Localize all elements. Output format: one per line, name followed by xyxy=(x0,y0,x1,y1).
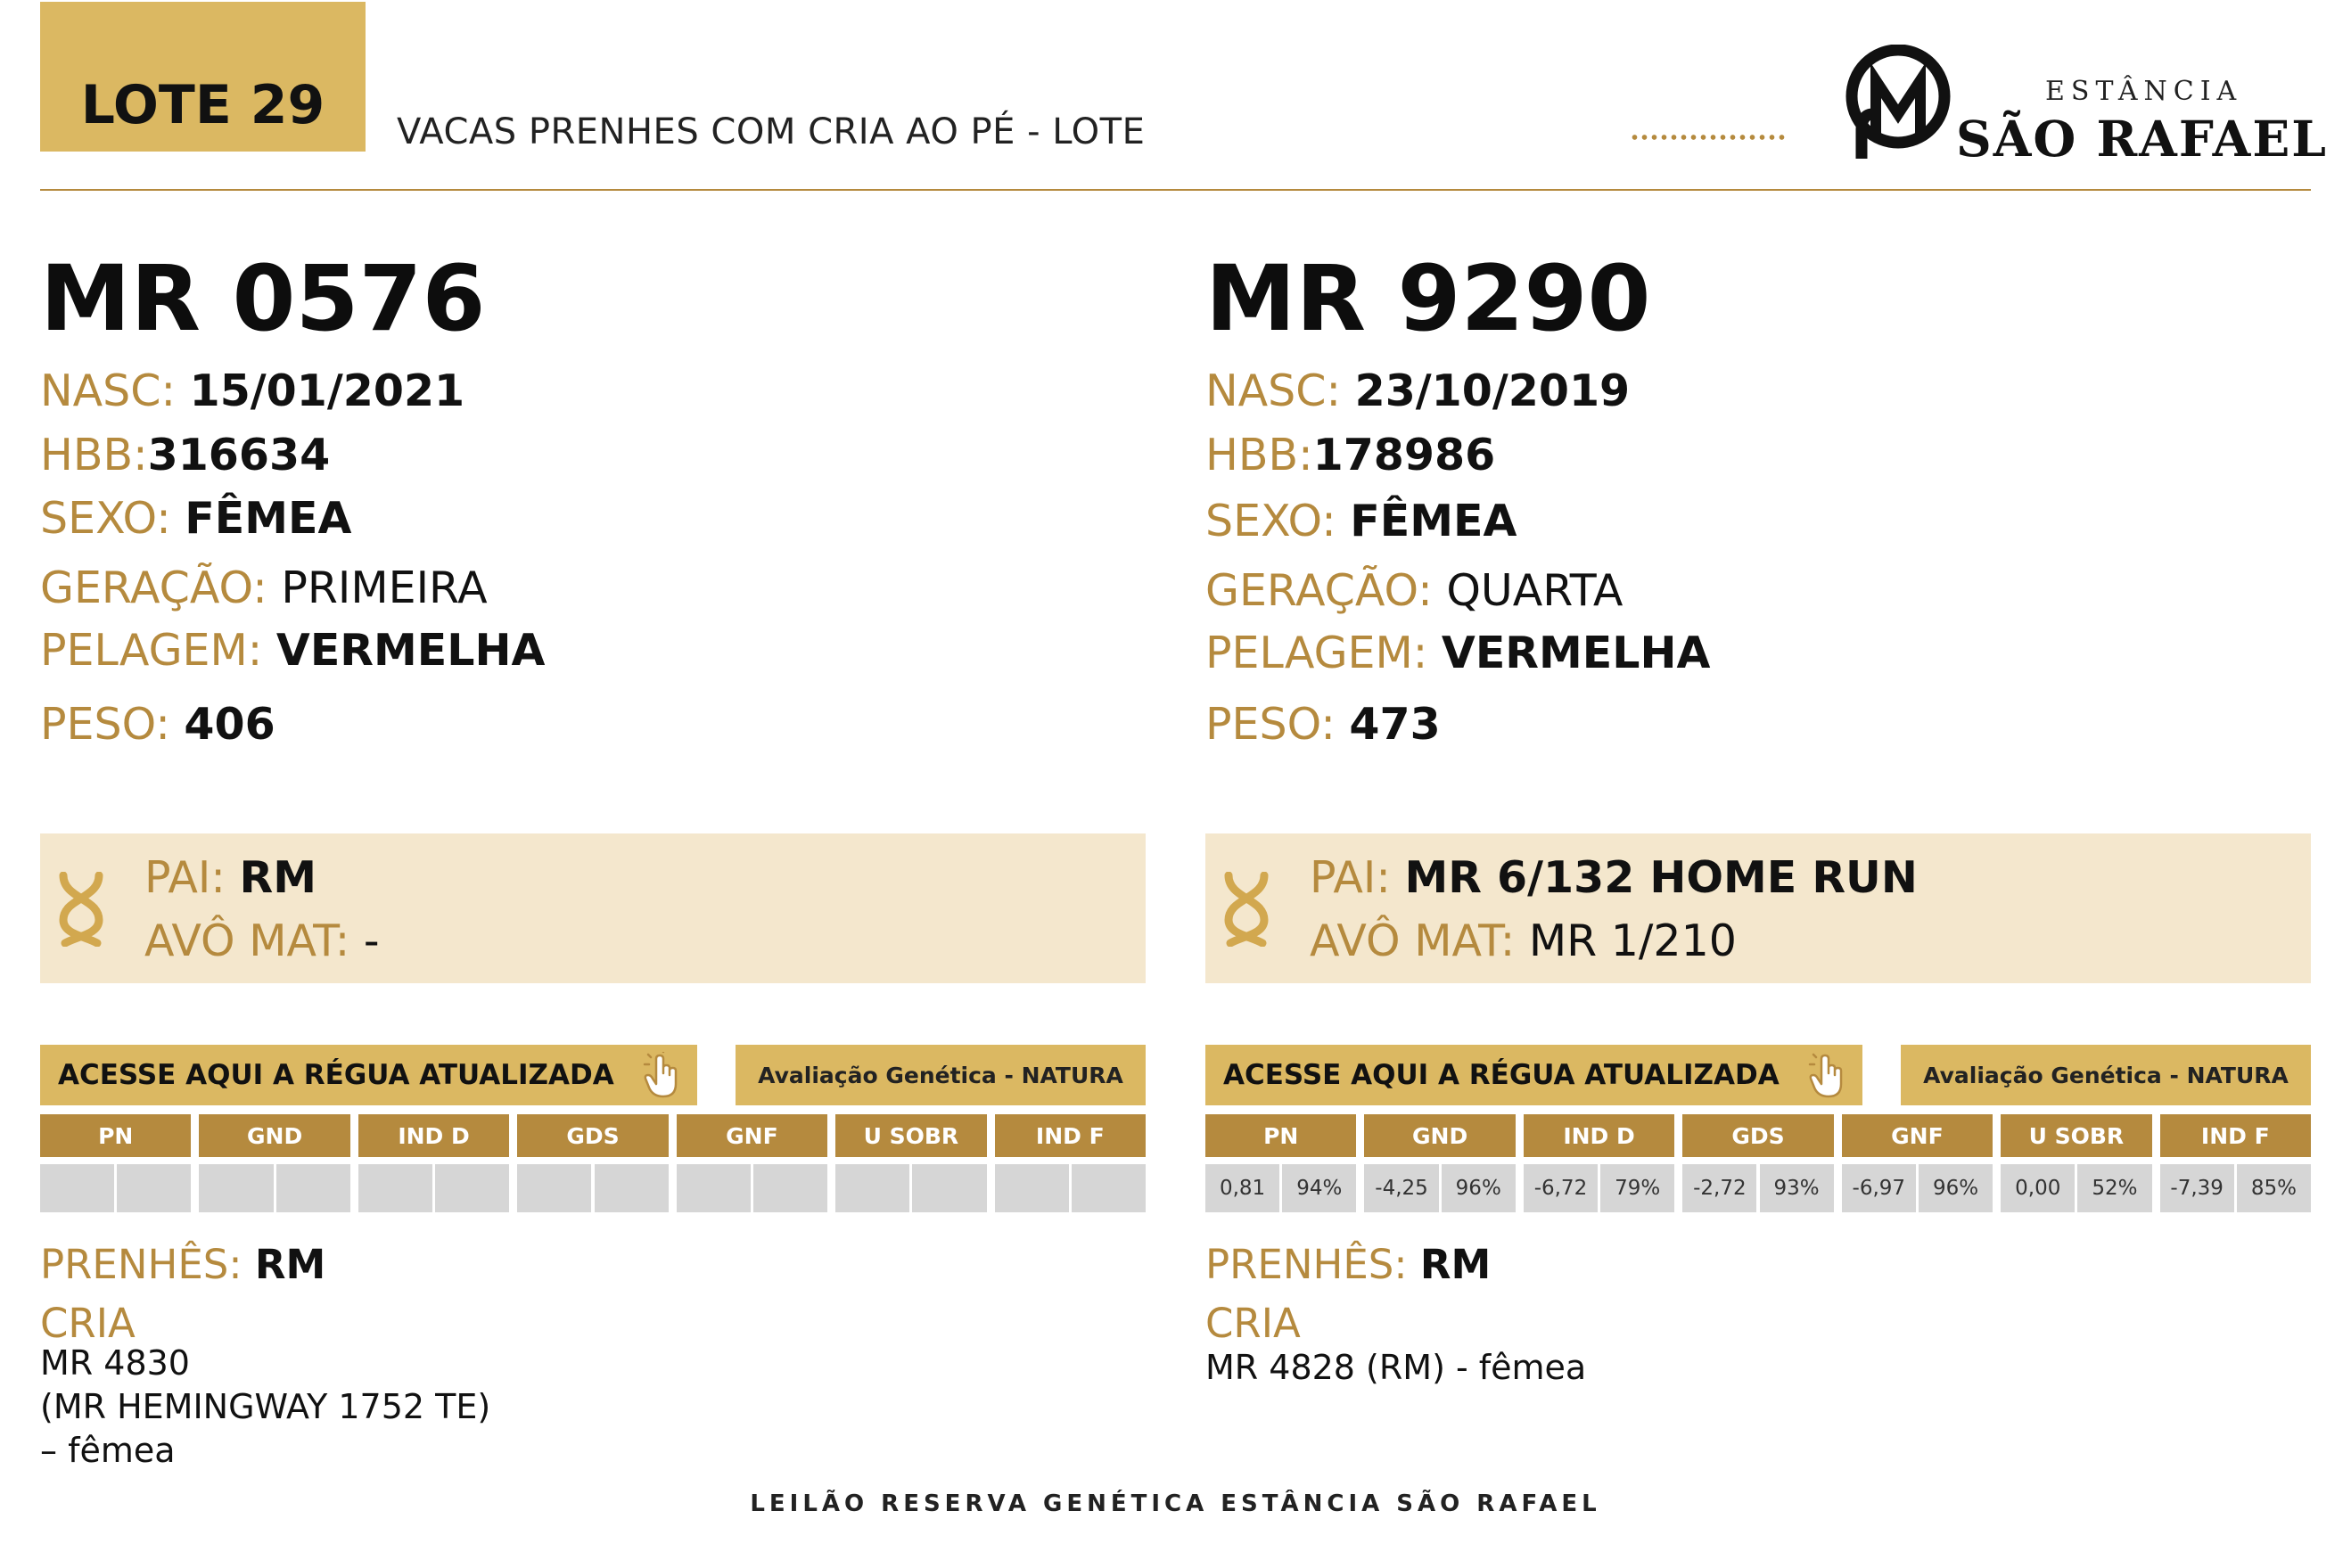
genetics-header-cell: IND F xyxy=(995,1114,1146,1157)
animal-2-regua-button[interactable] xyxy=(1205,1045,1862,1105)
animal-1-genetics-values xyxy=(40,1164,1146,1212)
genetics-accuracy-cell: 85% xyxy=(2237,1164,2311,1212)
animal-2-avo-mat: AVÔ MAT: MR 1/210 xyxy=(1310,915,1737,966)
animal-2-geracao: GERAÇÃO: QUARTA xyxy=(1205,565,1624,616)
genetics-value-cell xyxy=(199,1164,273,1212)
genetics-value-cell: 0,81 xyxy=(1205,1164,1279,1212)
animal-1-cria-text: MR 4830 (MR HEMINGWAY 1752 TE) – fêmea xyxy=(40,1343,491,1470)
genetics-value-cell xyxy=(995,1164,1069,1212)
animal-2-genetics-header xyxy=(1205,1114,2311,1157)
animal-1-avo-mat: AVÔ MAT: - xyxy=(144,915,380,966)
genetics-value-cell: -7,39 xyxy=(2160,1164,2234,1212)
animal-2-pedigree-panel xyxy=(1205,833,2311,983)
animal-2-sexo: SEXO: FÊMEA xyxy=(1205,496,1517,546)
animal-1-sexo: SEXO: FÊMEA xyxy=(40,493,352,544)
genetics-value-cell: -6,72 xyxy=(1524,1164,1598,1212)
genetics-accuracy-cell xyxy=(117,1164,191,1212)
animal-1-id: MR 0576 xyxy=(40,246,486,352)
animal-1-pedigree-panel xyxy=(40,833,1146,983)
genetics-value-cell: -2,72 xyxy=(1682,1164,1756,1212)
genetics-value-cell xyxy=(40,1164,114,1212)
animal-2-cria-label: CRIA xyxy=(1205,1300,1301,1347)
animal-1-pai: PAI: RM xyxy=(144,852,316,903)
genetics-value-cell: -4,25 xyxy=(1364,1164,1438,1212)
pointer-hand-icon xyxy=(1807,1052,1846,1100)
animal-1-geracao: GERAÇÃO: PRIMEIRA xyxy=(40,562,488,613)
genetics-accuracy-cell xyxy=(435,1164,509,1212)
animal-1-cria-label: CRIA xyxy=(40,1300,136,1347)
genetics-accuracy-cell: 93% xyxy=(1760,1164,1834,1212)
animal-1-nasc: NASC: 15/01/2021 xyxy=(40,365,465,416)
genetics-accuracy-cell: 96% xyxy=(1442,1164,1516,1212)
animal-1-pelagem: PELAGEM: VERMELHA xyxy=(40,625,546,676)
genetics-accuracy-cell: 96% xyxy=(1919,1164,1993,1212)
genetics-accuracy-cell xyxy=(912,1164,986,1212)
genetics-header-cell: GNF xyxy=(677,1114,827,1157)
animal-2-id: MR 9290 xyxy=(1205,246,1651,352)
genetics-value-cell xyxy=(677,1164,751,1212)
animal-1-prenhes: PRENHÊS: RM xyxy=(40,1241,326,1288)
genetics-header-cell: GND xyxy=(199,1114,349,1157)
animal-1-peso: PESO: 406 xyxy=(40,699,275,750)
animal-2-hbb: HBB:178986 xyxy=(1205,430,1496,480)
genetics-header-cell: U SOBR xyxy=(2001,1114,2151,1157)
animal-2-cria-text: MR 4828 (RM) - fêmea xyxy=(1205,1348,1587,1387)
animal-2-prenhes: PRENHÊS: RM xyxy=(1205,1241,1492,1288)
animal-2-peso: PESO: 473 xyxy=(1205,699,1441,750)
genetics-accuracy-cell: 52% xyxy=(2077,1164,2151,1212)
genetics-header-cell: U SOBR xyxy=(835,1114,986,1157)
regua-label: ACESSE AQUI A RÉGUA ATUALIZADA xyxy=(58,1059,614,1091)
regua-label: ACESSE AQUI A RÉGUA ATUALIZADA xyxy=(1223,1059,1780,1091)
footer-event-name: LEILÃO RESERVA GENÉTICA ESTÂNCIA SÃO RAFAEL xyxy=(750,1490,1601,1517)
animal-2-pai: PAI: MR 6/132 HOME RUN xyxy=(1310,852,1918,903)
dna-icon xyxy=(1223,872,1270,947)
genetics-header-cell: GDS xyxy=(517,1114,668,1157)
genetics-accuracy-cell xyxy=(753,1164,827,1212)
genetics-header-cell: PN xyxy=(1205,1114,1356,1157)
animal-1-genetics-header xyxy=(40,1114,1146,1157)
genetics-header-cell: IND D xyxy=(358,1114,509,1157)
lote-subtitle: VACAS PRENHES COM CRIA AO PÉ - LOTE xyxy=(397,111,1146,152)
logo-estancia: ESTÂNCIA xyxy=(2045,76,2243,107)
dotted-separator xyxy=(1630,135,1787,140)
logo-mark-icon xyxy=(1844,45,1952,169)
genetics-accuracy-cell: 94% xyxy=(1282,1164,1356,1212)
genetics-header-cell: GND xyxy=(1364,1114,1515,1157)
animal-2-genetics-values xyxy=(1205,1164,2311,1212)
animal-2-nasc: NASC: 23/10/2019 xyxy=(1205,365,1631,416)
lote-number: LOTE 29 xyxy=(80,74,325,136)
genetics-header-cell: GNF xyxy=(1842,1114,1993,1157)
header-divider xyxy=(40,189,2311,191)
genetics-accuracy-cell xyxy=(1072,1164,1146,1212)
genetics-header-cell: PN xyxy=(40,1114,191,1157)
animal-1-avaliacao-label: Avaliação Genética - NATURA xyxy=(736,1045,1146,1105)
genetics-header-cell: GDS xyxy=(1682,1114,1833,1157)
dna-icon xyxy=(58,872,104,947)
animal-1-hbb: HBB:316634 xyxy=(40,430,331,480)
genetics-value-cell xyxy=(358,1164,432,1212)
genetics-value-cell: 0,00 xyxy=(2001,1164,2075,1212)
genetics-value-cell xyxy=(835,1164,909,1212)
animal-2-avaliacao-label: Avaliação Genética - NATURA xyxy=(1901,1045,2311,1105)
genetics-accuracy-cell xyxy=(276,1164,350,1212)
genetics-accuracy-cell xyxy=(595,1164,669,1212)
animal-1-regua-button[interactable] xyxy=(40,1045,697,1105)
animal-2-pelagem: PELAGEM: VERMELHA xyxy=(1205,628,1711,678)
genetics-accuracy-cell: 79% xyxy=(1600,1164,1674,1212)
logo-sao-rafael: SÃO RAFAEL xyxy=(1956,110,2328,168)
genetics-value-cell: -6,97 xyxy=(1842,1164,1916,1212)
genetics-value-cell xyxy=(517,1164,591,1212)
genetics-header-cell: IND F xyxy=(2160,1114,2311,1157)
pointer-hand-icon xyxy=(642,1052,681,1100)
genetics-header-cell: IND D xyxy=(1524,1114,1674,1157)
